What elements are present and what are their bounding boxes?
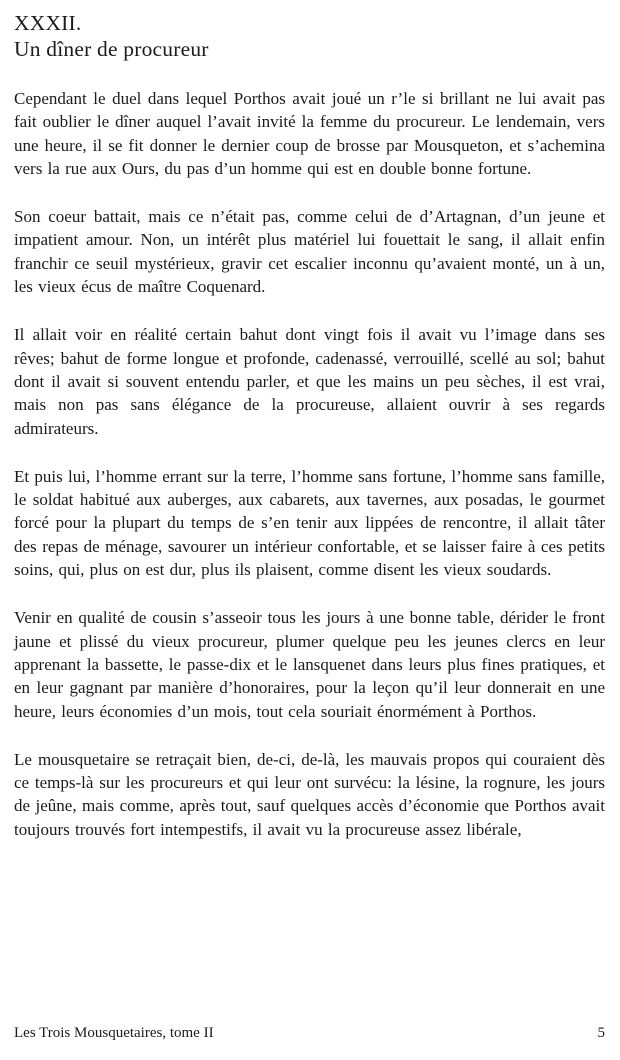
page-footer [14, 1024, 605, 1043]
paragraph: Son coeur battait, mais ce n’était pas, comme celui de d’Artagnan, d’un jeune et impatient amour. Non, un intérêt plus matériel lui fouettait le sang, il allait enfin franchir ce seuil mystérieux, gravir cet escalier inconnu qu’avaient monté, un à un, les vieux écus de maître Coquenard. [14, 207, 605, 297]
footer-book-title: Les Trois Mousquetaires, tome II [14, 1025, 214, 1041]
paragraph: Le mousquetaire se retraçait bien, de-ci, de-là, les mauvais propos qui couraient dès ce temps-là sur les procureurs et qui leur ont survécu: la lésine, la rognure, les jours de jeûne, mais comme, après tout, sauf quelques accès d’économie que Porthos avait toujours trouvés fort intempestifs, il avait vu la procureuse assez libérale, [14, 749, 605, 839]
chapter-heading [14, 10, 605, 62]
footer-page-number: 5 [597, 1025, 605, 1041]
paragraph: Cependant le duel dans lequel Porthos avait joué un r’le si brillant ne lui avait pas fait oublier le dîner auquel l’avait invité la femme du procureur. Le lendemain, vers une heure, il se fit donner le dernier coup de brosse par Mousqueton, et s’achemina vers la rue aux Ours, du pas d’un homme qui est en double bonne fortune. [14, 89, 605, 178]
paragraph: Venir en qualité de cousin s’asseoir tous les jours à une bonne table, dérider le front jaune et plissé du vieux procureur, plumer quelque peu les jeunes clercs en leur apprenant la bassette, le passe-dix et le lansquenet dans leurs plus fines pratiques, et en leur gagnant par manière d’honoraires, pour la leçon qu’il leur donnerait en une heure, leurs économies d’un mois, tout cela souriait énormément à Porthos. [14, 608, 605, 721]
paragraph: Et puis lui, l’homme errant sur la terre, l’homme sans fortune, l’homme sans famille, le soldat habitué aux auberges, aux cabarets, aux tavernes, aux posadas, le gourmet forcé pour la plupart du temps de s’en tenir aux lippées de rencontre, il allait tâter des repas de ménage, savourer un intérieur confortable, et se laisser faire à ces petits soins, qui, plus on est dur, plus ils plaisent, comme disent les vieux soudards. [14, 466, 605, 580]
chapter-title: Un dîner de procureur [14, 37, 209, 61]
chapter-body [14, 87, 605, 841]
paragraph: Il allait voir en réalité certain bahut dont vingt fois il avait vu l’image dans ses rêves; bahut de forme longue et profonde, cadenassé, verrouillé, scellé au sol; bahut dont il avait si souvent entendu parler, et que les mains un peu sèches, il est vrai, mais non pas sans élégance de la procureuse, allaient ouvrir à ses regards admirateurs. [14, 325, 605, 438]
chapter-number: XXXII. [14, 11, 82, 35]
